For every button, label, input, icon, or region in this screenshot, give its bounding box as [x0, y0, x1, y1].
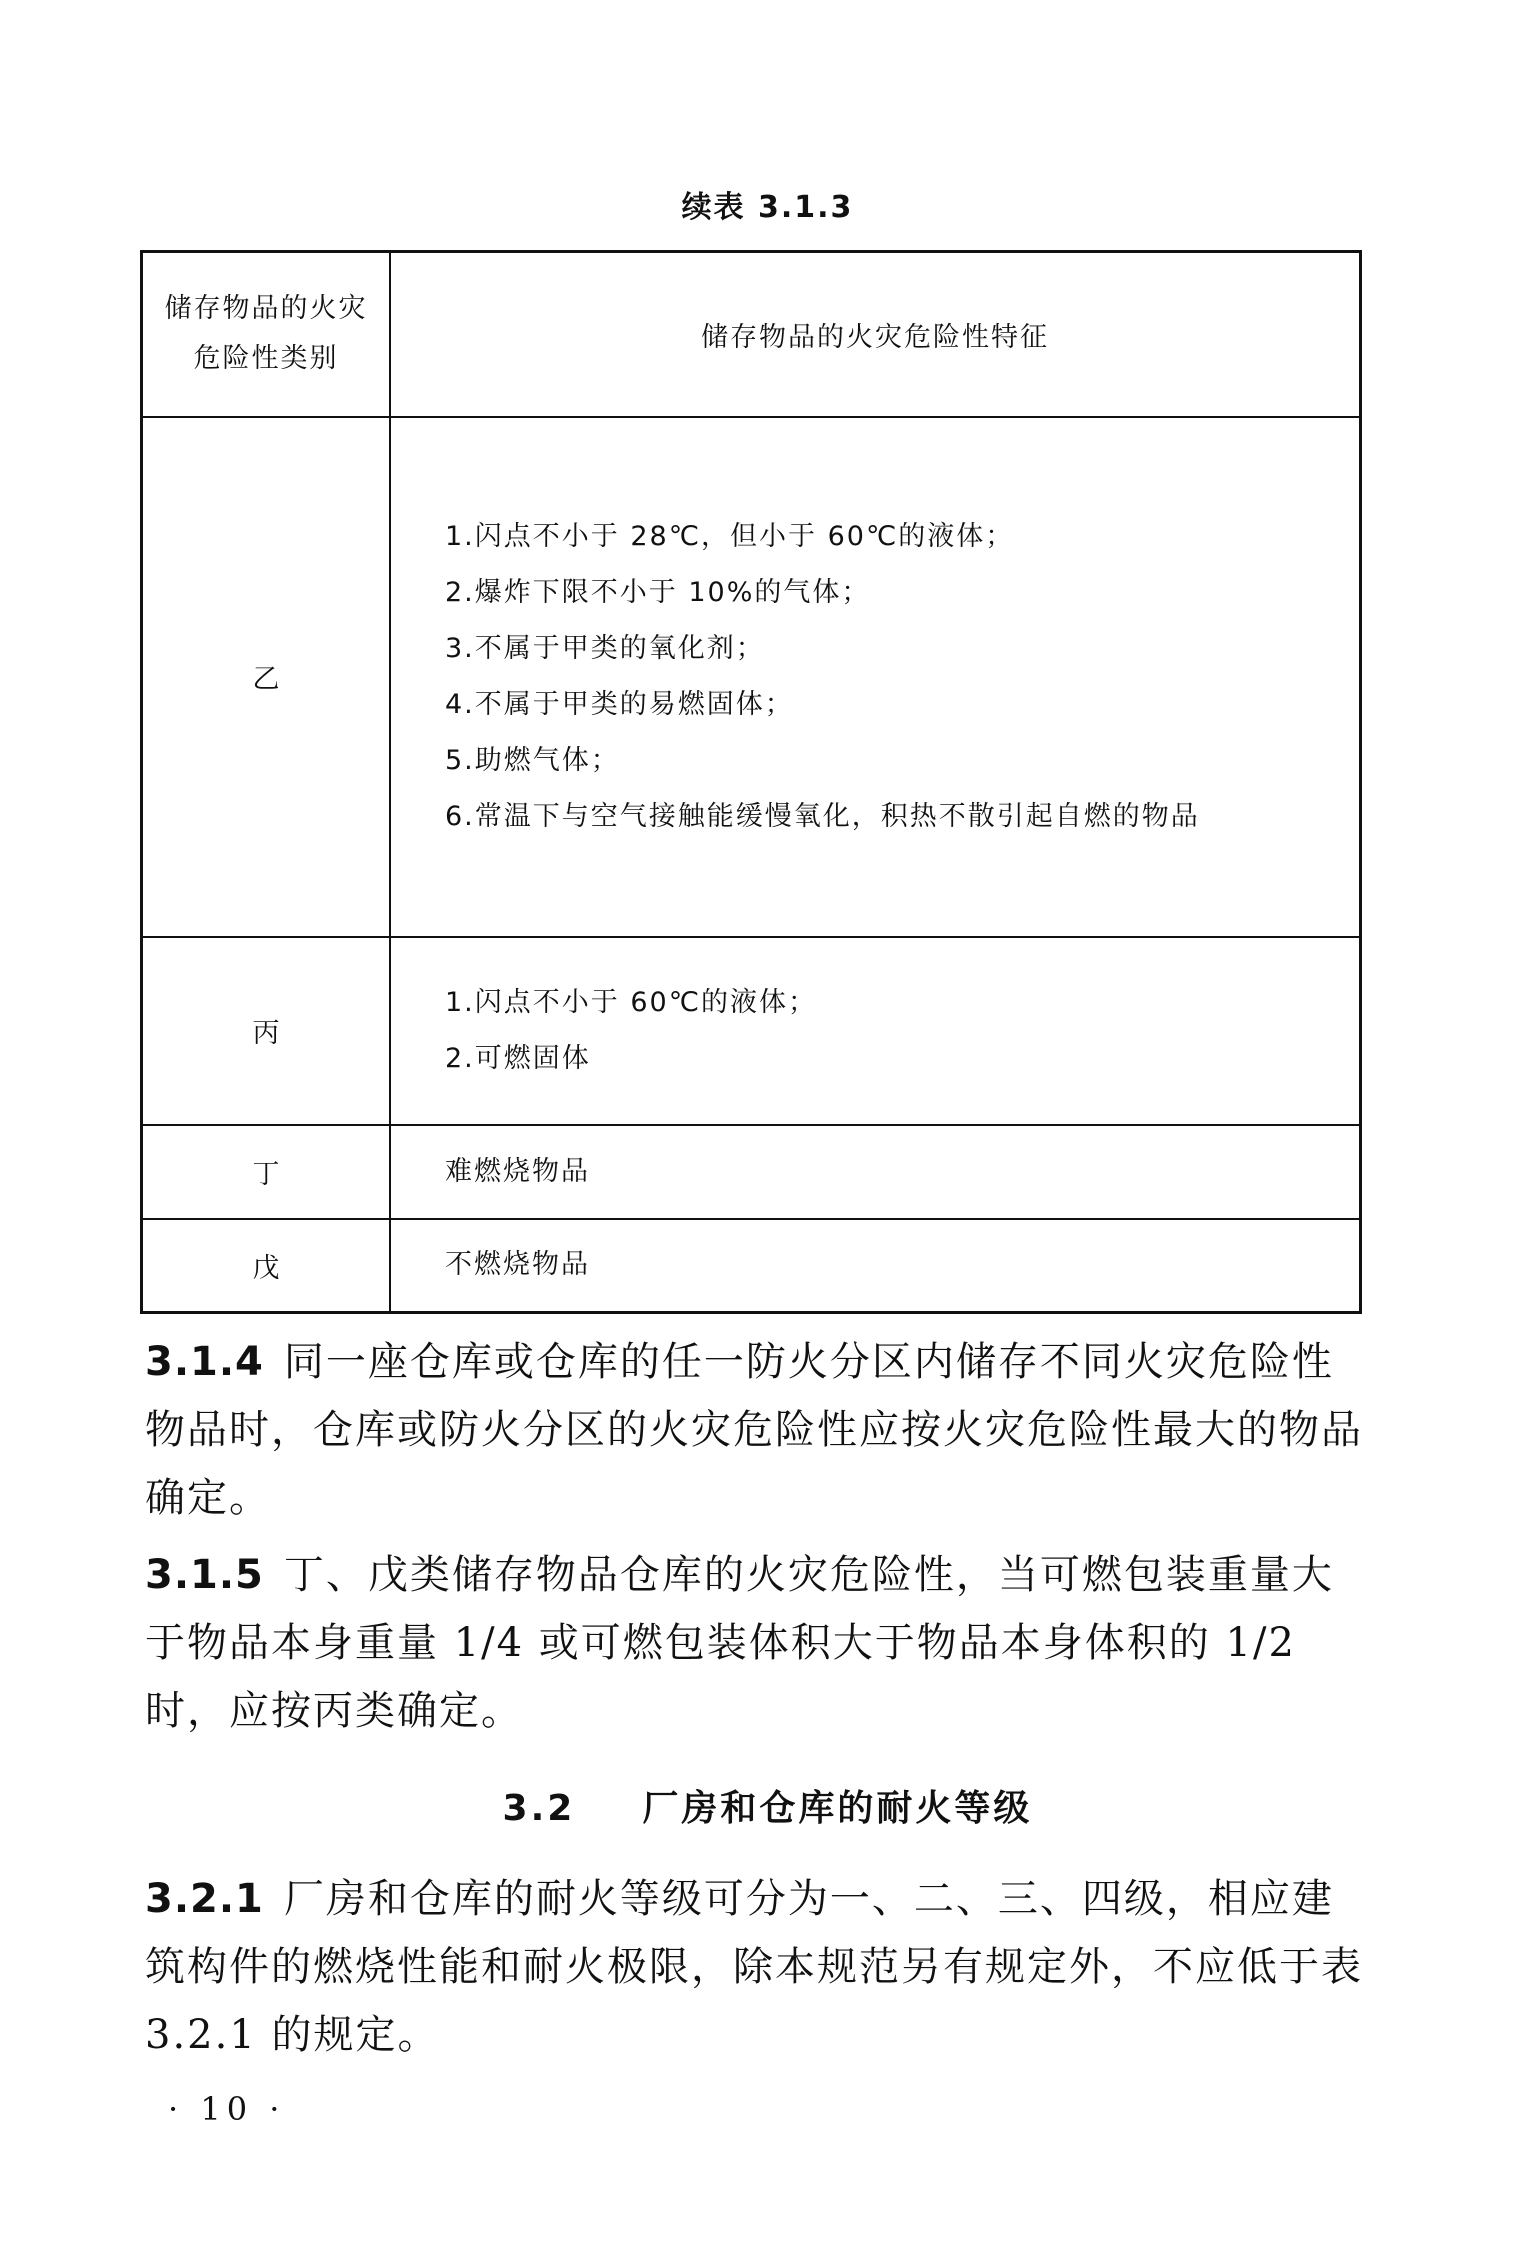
- section-heading: [0, 1780, 1535, 1831]
- feature-line: 4.不属于甲类的易燃固体；: [445, 688, 794, 720]
- feature-line: 1.闪点不小于 28℃，但小于 60℃的液体；: [445, 520, 1015, 552]
- header-category: [142, 252, 391, 417]
- header-feature: 储存物品的火灾危险性特征: [390, 252, 1361, 417]
- clause-3-1-5: [145, 1541, 1367, 1745]
- section-title: 厂房和仓库的耐火等级: [642, 1788, 1033, 1829]
- section-number: 3.2: [502, 1788, 576, 1829]
- feature-line: 难燃烧物品: [445, 1155, 590, 1187]
- table-header-row: [142, 252, 1361, 417]
- category-cell: 丙: [142, 937, 391, 1125]
- feature-line: 6.常温下与空气接触能缓慢氧化，积热不散引起自燃的物品: [445, 800, 1200, 832]
- feature-cell: [390, 1219, 1361, 1313]
- fire-hazard-table: [140, 250, 1362, 1314]
- feature-cell: [390, 1125, 1361, 1219]
- feature-line: 2.可燃固体: [445, 1042, 591, 1074]
- category-cell: 戊: [142, 1219, 391, 1313]
- header-category-line1: 储存物品的火灾: [164, 293, 368, 325]
- clause-number: 3.1.5: [145, 1552, 264, 1598]
- clause-3-2-1: [145, 1865, 1367, 2069]
- table-title: 续表 3.1.3: [681, 190, 854, 225]
- header-category-line2: 危险性类别: [193, 343, 339, 375]
- feature-line: 3.不属于甲类的氧化剂；: [445, 632, 765, 664]
- table-row: [142, 1219, 1361, 1313]
- page-number: · 10 ·: [168, 2090, 286, 2128]
- feature-line: 1.闪点不小于 60℃的液体；: [445, 986, 818, 1018]
- category-cell: 丁: [142, 1125, 391, 1219]
- feature-cell: [390, 417, 1361, 937]
- clause-text: 同一座仓库或仓库的任一防火分区内储存不同火灾危险性物品时，仓库或防火分区的火灾危险性应按火灾危险性最大的物品确定。: [145, 1339, 1363, 1521]
- feature-line: 2.爆炸下限不小于 10%的气体；: [445, 576, 871, 608]
- clause-3-1-4: [145, 1328, 1367, 1532]
- feature-line: 5.助燃气体；: [445, 744, 620, 776]
- feature-cell: [390, 937, 1361, 1125]
- table-row: [142, 937, 1361, 1125]
- table-row: [142, 1125, 1361, 1219]
- clause-number: 3.2.1: [145, 1876, 264, 1922]
- clause-text: 丁、戊类储存物品仓库的火灾危险性，当可燃包装重量大于物品本身重量 1/4 或可燃包装体积大于物品本身体积的 1/2 时，应按丙类确定。: [145, 1552, 1334, 1734]
- feature-line: 不燃烧物品: [445, 1249, 590, 1281]
- category-cell: 乙: [142, 417, 391, 937]
- clause-text: 厂房和仓库的耐火等级可分为一、二、三、四级，相应建筑构件的燃烧性能和耐火极限，除本规范另有规定外，不应低于表 3.2.1 的规定。: [145, 1876, 1363, 2058]
- clause-number: 3.1.4: [145, 1339, 264, 1385]
- table-row: [142, 417, 1361, 937]
